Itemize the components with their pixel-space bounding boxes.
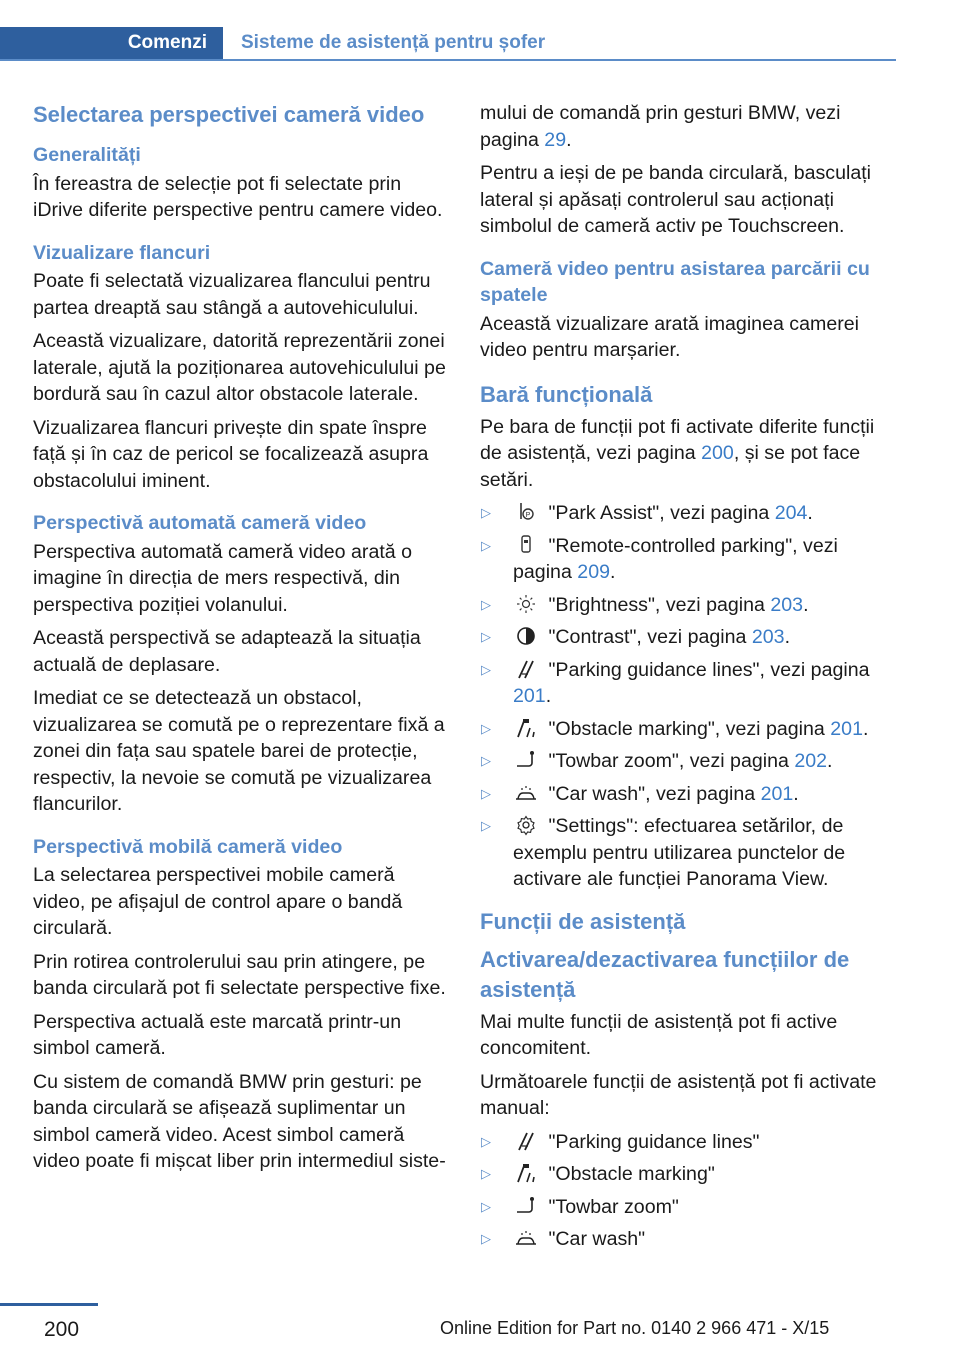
list-item-text: "Towbar zoom" — [543, 1195, 679, 1218]
page-link[interactable]: 201 — [513, 685, 546, 707]
heading-vizualizare-flancuri: Vizualizare flancuri — [33, 241, 211, 264]
footer-rule — [0, 1303, 98, 1306]
list-item — [480, 1194, 894, 1221]
obstacle-marking-icon — [513, 717, 539, 739]
list-item — [480, 813, 894, 893]
list-item-text: "Brightness", vezi pagina — [543, 593, 771, 616]
list-item-text: "Car wash", vezi pagina — [543, 782, 761, 805]
bullet-triangle-icon: ▷ — [481, 818, 491, 833]
bullet-triangle-icon: ▷ — [481, 596, 491, 612]
paragraph: Vizualizarea flancuri privește din spate înspre față și în caz de pericol se focalizează asupra obstacolului iminent. — [33, 416, 429, 492]
text: , și se pot face setări. — [480, 442, 861, 491]
right-column — [480, 100, 894, 1259]
bullet-triangle-icon: ▷ — [481, 753, 491, 768]
paragraph: Această vizualizare arată imaginea camerei video pentru marșarier. — [480, 312, 859, 361]
car-wash-icon — [513, 782, 539, 804]
heading-camera-marsarier: Cameră video pentru asistarea parcării cu spatele — [480, 257, 870, 306]
page-link[interactable]: 201 — [830, 717, 863, 740]
punctuation: . — [862, 717, 869, 740]
list-item — [480, 781, 894, 808]
section-title[interactable]: Sisteme de asistență pentru șofer — [241, 32, 546, 53]
paragraph: Această perspectivă se adaptează la situația actuală de deplasare. — [33, 627, 421, 676]
settings-icon — [513, 814, 539, 836]
list-item — [480, 1226, 894, 1253]
obstacle-marking-icon — [513, 1162, 539, 1184]
list-item — [480, 592, 894, 619]
list-item — [480, 748, 894, 775]
page-link[interactable]: 204 — [774, 502, 808, 524]
punctuation: . — [793, 782, 799, 805]
punctuation: . — [610, 561, 616, 583]
towbar-icon — [513, 1195, 539, 1217]
heading-perspectiva-automata: Perspectivă automată cameră video — [33, 512, 367, 534]
paragraph: Poate fi selectată vizualizarea flancului pentru partea dreaptă sau stângă a autovehiculului. — [33, 270, 431, 319]
page-link[interactable]: 202 — [794, 750, 828, 772]
car-wash-icon — [513, 1227, 539, 1249]
park-assist-icon — [513, 501, 539, 523]
chapter-tab-label: Comenzi — [127, 32, 207, 53]
header-divider — [0, 59, 896, 61]
list-item — [480, 1129, 894, 1156]
bullet-triangle-icon: ▷ — [481, 785, 491, 801]
paragraph — [480, 100, 894, 153]
bullet-triangle-icon: ▷ — [481, 505, 491, 520]
heading-perspectiva-mobila: Perspectivă mobilă cameră video — [33, 835, 343, 858]
contrast-icon — [513, 625, 539, 647]
punctuation: . — [545, 685, 552, 707]
list-item-text: "Settings": efectuarea setărilor, de exemplu pentru utilizarea punctelor de activare ale funcției Panorama View. — [513, 815, 846, 890]
punctuation: . — [807, 502, 813, 524]
list-item — [480, 500, 894, 527]
heading-bara-functionala: Bară funcțională — [480, 381, 653, 407]
parking-lines-icon — [513, 1130, 539, 1152]
bullet-triangle-icon: ▷ — [481, 720, 491, 736]
list-item-text: "Remote-controlled parking", vezi pagina — [513, 534, 838, 583]
svg-text:P: P — [525, 512, 531, 519]
remote-parking-icon — [513, 534, 539, 556]
paragraph: Această vizualizare, datorită reprezentării zonei laterale, ajută la poziționarea autovehiculului pe bordură sau în cazul altor obstacole laterale. — [33, 330, 446, 405]
brightness-icon — [513, 593, 539, 615]
text: mului de comandă prin gesturi BMW, vezi pagina — [480, 102, 841, 151]
bullet-triangle-icon: ▷ — [481, 1166, 491, 1181]
list-item-text: "Park Assist", vezi pagina — [543, 502, 775, 524]
bullet-triangle-icon: ▷ — [481, 661, 491, 677]
bullet-triangle-icon: ▷ — [481, 1231, 491, 1246]
paragraph: Perspectiva actuală este marcată printr-un simbol cameră. — [33, 1010, 402, 1059]
list-item-text: "Contrast", vezi pagina — [543, 626, 752, 648]
page-title: Selectarea perspectivei cameră video — [33, 102, 425, 127]
heading-activare-functii: Activarea/dezactivarea funcțiilor de asistență — [480, 946, 850, 1002]
list-item — [480, 716, 894, 743]
manual-functions-list — [480, 1129, 894, 1253]
paragraph: Mai multe funcții de asistență pot fi active concomitent. — [480, 1010, 838, 1059]
paragraph: Următoarele funcții de asistență pot fi activate manual: — [480, 1070, 877, 1119]
page-link[interactable]: 209 — [577, 561, 610, 583]
paragraph: Cu sistem de comandă BMW prin gesturi: pe banda circulară se afișează suplimentar un simbol cameră video. Acest simbol cameră video poate fi mișcat liber prin intermediul siste- — [33, 1070, 446, 1172]
heading-generalitati: Generalități — [33, 144, 141, 166]
paragraph: La selectarea perspectivei mobile cameră video, pe afișajul de control apare o bandă circulară. — [33, 864, 403, 939]
list-item-text: "Obstacle marking", vezi pagina — [543, 717, 831, 740]
bullet-triangle-icon: ▷ — [481, 537, 491, 553]
list-item — [480, 624, 894, 651]
towbar-icon — [513, 749, 539, 771]
text: Pe bara de funcții pot fi activate diferite funcții de asistență, vezi pagina — [480, 415, 875, 464]
list-item-text: "Obstacle marking" — [543, 1163, 715, 1185]
page-link[interactable]: 201 — [760, 782, 794, 805]
paragraph: În fereastra de selecție pot fi selectate prin iDrive diferite perspective pentru camere video. — [33, 172, 443, 221]
punctuation: . — [784, 626, 791, 648]
parking-lines-icon — [513, 658, 539, 680]
paragraph: Prin rotirea controlerului sau prin atingere, pe banda circulară pot fi selectate perspective fixe. — [33, 950, 446, 999]
edition-text: Online Edition for Part no. 0140 2 966 471 - X/15 — [440, 1318, 830, 1338]
bullet-triangle-icon: ▷ — [481, 1133, 491, 1149]
list-item — [480, 533, 894, 586]
list-item-text: "Parking guidance lines" — [543, 1130, 760, 1153]
function-bar-list — [480, 500, 894, 893]
page-number: 200 — [44, 1318, 80, 1341]
left-column — [33, 100, 451, 1182]
page-link[interactable]: 200 — [701, 442, 734, 464]
heading-functii-asistenta: Funcții de asistență — [480, 908, 686, 934]
page-link[interactable]: 203 — [770, 593, 804, 616]
list-item — [480, 657, 894, 710]
punctuation: . — [827, 750, 833, 772]
page-link[interactable]: 203 — [751, 626, 785, 648]
bullet-triangle-icon: ▷ — [481, 1198, 491, 1214]
paragraph: Perspectiva automată cameră video arată o imagine în direcția de mers respectivă, din perspectiva poziției volanului. — [33, 540, 413, 616]
page-link[interactable]: 29 — [544, 128, 567, 151]
list-item-text: "Parking guidance lines", vezi pagina — [543, 658, 870, 681]
text: . — [566, 128, 572, 151]
paragraph — [480, 414, 894, 494]
chapter-tab[interactable] — [0, 27, 223, 59]
punctuation: . — [803, 593, 809, 616]
paragraph: Pentru a ieși de pe banda circulară, basculați lateral și apăsați controlerul sau acționați simbolul de cameră activ pe Touchscreen. — [480, 162, 872, 237]
paragraph: Imediat ce se detectează un obstacol, vizualizarea se comută pe o reprezentare fixă a zonei din fața sau spatele barei de protecție, respectiv, la nevoie se comută pe vizualizarea flancurilor. — [33, 687, 445, 815]
list-item — [480, 1161, 894, 1188]
page-header — [0, 27, 896, 61]
list-item-text: "Car wash" — [543, 1228, 646, 1250]
bullet-triangle-icon: ▷ — [481, 629, 491, 644]
list-item-text: "Towbar zoom", vezi pagina — [543, 750, 795, 772]
